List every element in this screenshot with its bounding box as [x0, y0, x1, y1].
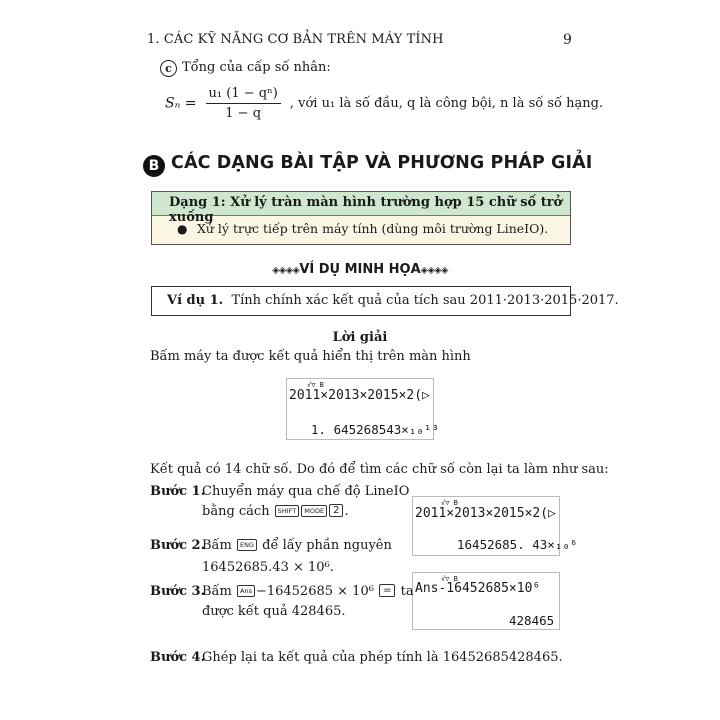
formula-lhs: Sₙ =: [165, 95, 197, 112]
calculator-expression: 2011×2013×2015×2(▷: [289, 388, 430, 403]
step-3-end: ta: [400, 584, 414, 599]
geometric-sum-formula: [165, 86, 603, 130]
calculator-indicator: √▽ B: [441, 499, 458, 507]
calculator-result: 1. 645268543×₁₀¹³: [311, 422, 439, 437]
formula-denominator: 1 − q: [225, 106, 262, 121]
step-2-line1: để lấy phần nguyên: [262, 538, 392, 553]
example-section-heading: [0, 262, 720, 277]
example-text: Tính chính xác kết quả của tích sau 2011·2013·2015·2017.: [231, 293, 619, 308]
ans-key-icon: Ans: [237, 585, 255, 597]
step-4-text: Ghép lại ta kết quả của phép tính là 16452685428465.: [202, 650, 563, 665]
equals-key-icon: =: [379, 584, 395, 597]
calculator-expression: 2011×2013×2015×2(▷: [415, 506, 556, 521]
formula-fraction: [206, 86, 281, 121]
example-box: [151, 286, 619, 316]
running-header: 1. CÁC KỸ NĂNG CƠ BẢN TRÊN MÁY TÍNH: [147, 32, 444, 47]
problem-type-box: [151, 191, 571, 245]
calculator-screen-1: [286, 378, 439, 440]
step-3-text: [202, 584, 414, 599]
example-heading-label: VÍ DỤ MINH HỌA: [299, 262, 421, 277]
item-c-text: Tổng của cấp số nhân:: [182, 60, 331, 75]
step-3-mid: −16452685 × 10⁶: [255, 584, 374, 599]
item-marker-c: c: [160, 60, 177, 77]
step-2-text: [202, 538, 392, 553]
calculator-screen-2: [412, 496, 578, 556]
result-paragraph: Kết quả có 14 chữ số. Do đó để tìm các chữ số còn lại ta làm như sau:: [150, 462, 609, 477]
step-1-label: Bước 1.: [150, 484, 206, 499]
step-2-line2: 16452685.43 × 10⁶.: [202, 560, 334, 575]
step-1-prefix: bằng cách: [202, 504, 270, 519]
example-label: Ví dụ 1.: [167, 293, 224, 308]
page-number: 9: [563, 32, 572, 48]
decorative-diamonds-right: ◈◈◈◈: [420, 265, 448, 276]
calculator-result: 428465: [509, 613, 555, 628]
step-1-text: Chuyển máy qua chế độ LineIO: [202, 484, 410, 499]
eng-key-icon: ENG: [237, 539, 257, 551]
section-badge: B: [143, 155, 165, 177]
step-3-prefix: Bấm: [202, 584, 232, 599]
step-2-prefix: Bấm: [202, 538, 232, 553]
step-4-label: Bước 4.: [150, 650, 206, 665]
step-2-label: Bước 2.: [150, 538, 206, 553]
problem-type-header: [152, 192, 570, 225]
two-key-icon: 2: [329, 504, 343, 517]
decorative-diamonds-left: ◈◈◈◈: [272, 265, 300, 276]
solution-intro: Bấm máy ta được kết quả hiển thị trên màn hình: [150, 349, 471, 364]
bullet-icon: ●: [177, 222, 188, 236]
problem-type-body: Xử lý trực tiếp trên máy tính (dùng môi trường LineIO).: [197, 221, 549, 236]
formula-numerator: u₁ (1 − qⁿ): [206, 86, 281, 104]
shift-key-icon: SHIFT: [275, 505, 300, 517]
calculator-indicator: √▽ B: [441, 575, 458, 583]
example-statement: [167, 293, 619, 308]
calculator-indicator: √▽ B: [307, 381, 324, 389]
calculator-expression: Ans-16452685×10⁶: [415, 581, 541, 596]
problem-type-heading: Dạng 1: Xử lý tràn màn hình trường hợp 15 chữ số trở xuống: [169, 195, 563, 225]
step-1-suffix: .: [344, 504, 349, 519]
solution-title: Lời giải: [332, 330, 388, 345]
step-1-keys-line: [202, 504, 349, 519]
calculator-result: 16452685. 43×₁₀⁶: [457, 537, 578, 552]
section-title: CÁC DẠNG BÀI TẬP VÀ PHƯƠNG PHÁP GIẢI: [171, 153, 593, 173]
step-3-line2: được kết quả 428465.: [202, 604, 346, 619]
calculator-screen-3: [412, 572, 560, 630]
mode-key-icon: MODE: [301, 505, 327, 517]
step-3-label: Bước 3.: [150, 584, 206, 599]
formula-explanation: , với u₁ là số đầu, q là công bội, n là số số hạng.: [289, 96, 604, 111]
